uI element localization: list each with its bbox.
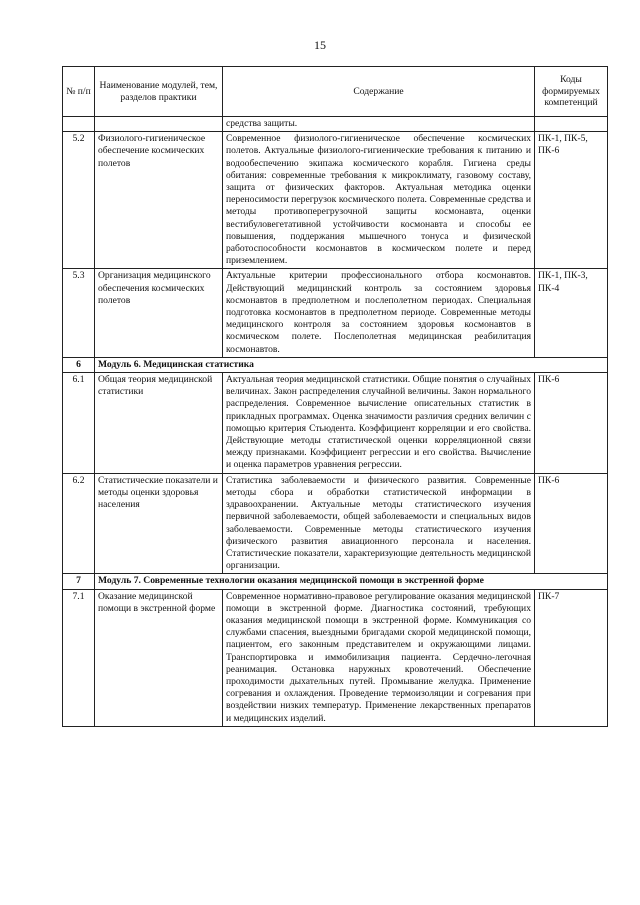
row-name: Статистические показатели и методы оценки здоровья населения	[95, 473, 223, 574]
curriculum-table	[62, 66, 608, 727]
row-number: 7.1	[63, 589, 95, 726]
row-content: Статистика заболеваемости и физического развития. Современные методы сбора и обработки статистической информации в здравоохранении. Актуальные методы статистического изучения первичной заболеваемости, общей заболеваемости и специальных видов заболеваемости. Современные методы статистического изучения физического развития авиационного персонала и населения. Статистические показатели, характеризующие деятельность медицинской организации.	[223, 473, 535, 574]
table-row	[63, 373, 608, 474]
row-codes: ПК-1, ПК-3, ПК-4	[535, 269, 608, 357]
module-title: Модуль 6. Медицинская статистика	[95, 357, 608, 372]
table-row	[63, 269, 608, 357]
row-codes: ПК-7	[535, 589, 608, 726]
row-number: 5.3	[63, 269, 95, 357]
table-row	[63, 589, 608, 726]
row-codes: ПК-6	[535, 373, 608, 474]
row-codes: ПК-1, ПК-5, ПК-6	[535, 132, 608, 269]
row-name: Оказание медицинской помощи в экстренной форме	[95, 589, 223, 726]
row-content: Современное нормативно-правовое регулирование оказания медицинской помощи в экстренной форме. Диагностика состояний, требующих оказания медицинской помощи в экстренной форме. Коммуникация со службами спасения, выездными бригадами скорой медицинской помощи, пациентом, его законным представителем и окружающими лицами. Транспортировка и иммобилизация пациента. Сердечно-легочная реанимация. Остановка наружных кровотечений. Обеспечение проходимости дыхательных путей. Промывание желудка. Применение согревания и охлаждения. Проведение термоизоляции и согревания при воздействии низких температур. Применение лекарственных препаратов и медицинских изделий.	[223, 589, 535, 726]
row-number: 6.2	[63, 473, 95, 574]
row-number: 6.1	[63, 373, 95, 474]
row-content: Современное физиолого-гигиеническое обеспечение космических полетов. Актуальные физиолого-гигиенические требования к питанию и водообеспечению экипажа космического корабля. Гигиена среды обитания: современные требования к микроклимату, газовому составу, защита от физических факторов. Актуальная методика оценки переносимости перегрузок космического полета. Современные средства и методы противоперегрузочной защиты космонавта, оценки вестибуловегетативной устойчивости космонавта и способы ее повышения, поддержания мышечного тонуса и физической работоспособности космонавтов в космическом полете и перед приземлением.	[223, 132, 535, 269]
page-number: 15	[314, 38, 326, 52]
module-row	[63, 574, 608, 589]
table-row-continuation	[63, 117, 608, 132]
row-number: 5.2	[63, 132, 95, 269]
row-name: Организация медицинского обеспечения космических полетов	[95, 269, 223, 357]
table-header-row	[63, 67, 608, 117]
header-content: Содержание	[223, 67, 535, 117]
module-row	[63, 357, 608, 372]
row-name: Физиолого-гигиеническое обеспечение космических полетов	[95, 132, 223, 269]
continuation-content: средства защиты.	[223, 117, 535, 132]
table-row	[63, 473, 608, 574]
table-row	[63, 132, 608, 269]
row-content: Актуальная теория медицинской статистики. Общие понятия о случайных величинах. Закон распределения случайной величины. Закон нормального распределения. Современное вычисление описательных статистик в прикладных программах. Оценка значимости различия средних величин с помощью критерия Стьюдента. Коэффициент корреляции и его свойства. Действующие методы статистической оценки корреляционной связи между признаками. Коэффициент регрессии и его свойства. Вычисление и оценка параметров уравнения регрессии.	[223, 373, 535, 474]
header-codes: Коды формируемых компетенций	[535, 67, 608, 117]
module-number: 7	[63, 574, 95, 589]
module-title: Модуль 7. Современные технологии оказания медицинской помощи в экстренной форме	[95, 574, 608, 589]
module-number: 6	[63, 357, 95, 372]
header-name: Наименование модулей, тем, разделов практики	[95, 67, 223, 117]
row-content: Актуальные критерии профессионального отбора космонавтов. Действующий медицинский контроль за состоянием здоровья космонавтов в предполетном и послеполетном периодах. Специальная подготовка космонавтов в предполетном периоде. Современные методы медицинского контроля за состоянием здоровья космонавтов в космическом полете. Послеполетная медицинская реабилитация космонавтов.	[223, 269, 535, 357]
row-name: Общая теория медицинской статистики	[95, 373, 223, 474]
header-num: № п/п	[63, 67, 95, 117]
row-codes: ПК-6	[535, 473, 608, 574]
